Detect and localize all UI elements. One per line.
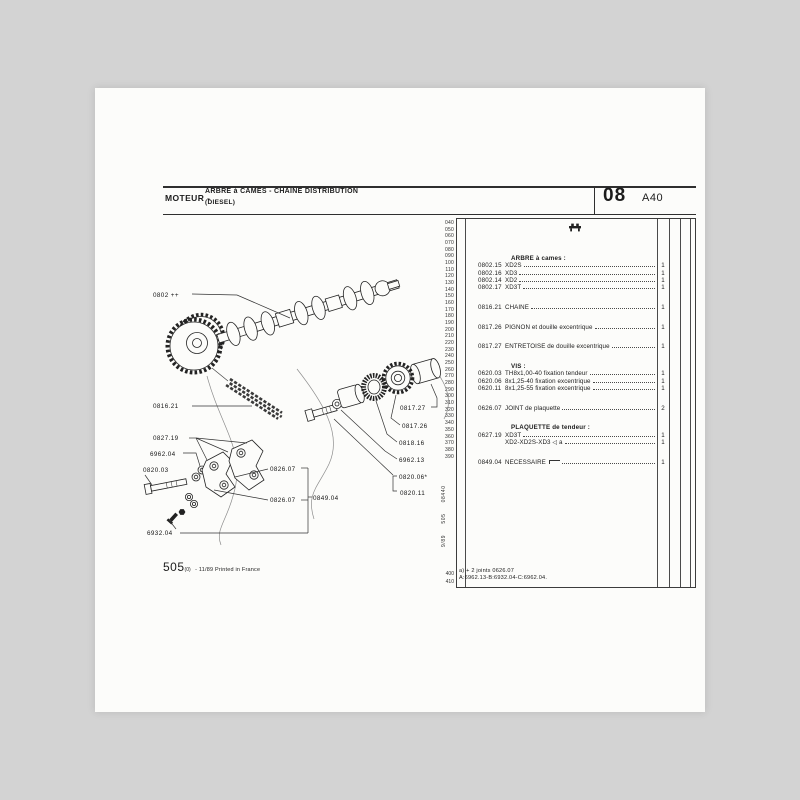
index-number: 170 — [445, 306, 454, 313]
qty-cell: 1 — [661, 269, 665, 277]
section-header-label: PLAQUETTE de tendeur : — [511, 424, 590, 432]
timing-chain — [212, 368, 284, 420]
dot-leader — [590, 374, 655, 375]
qty-cell: 1 — [661, 377, 665, 385]
table-footnotes — [459, 568, 547, 582]
ref-cell: 0849.04 — [478, 458, 502, 466]
table-row — [457, 439, 695, 446]
model-number: 505 — [163, 560, 185, 574]
index-number: 040 — [445, 220, 454, 226]
table-group — [457, 459, 695, 466]
desc-cell: 8x1,25-55 fixation excentrique — [505, 384, 591, 392]
index-number: 230 — [445, 346, 454, 353]
diagram-label-0817-26: 0817.26 — [402, 423, 428, 430]
index-number: 190 — [445, 320, 454, 327]
chain-sprocket — [384, 364, 413, 393]
diagram-label-0820-06: 0820.06* — [399, 474, 428, 481]
ref-cell: 0817.27 — [478, 343, 502, 351]
desc-cell: 8x1,25-40 fixation excentrique — [505, 377, 591, 385]
ref-cell: 0802.16 — [478, 269, 502, 277]
section-header-row — [457, 255, 695, 262]
desc-cell: NECESSAIRE — [505, 458, 546, 466]
index-number: 210 — [445, 333, 454, 340]
qty-cell: 1 — [661, 370, 665, 378]
index-number: 100 — [445, 260, 454, 267]
index-number: 280 — [445, 380, 454, 387]
desc-cell: XD3T — [505, 284, 522, 291]
ref-cell: 0816.21 — [478, 303, 502, 311]
table-row — [457, 385, 695, 392]
desc-cell: XD2-XD2S-XD3 ◁ a — [505, 438, 563, 446]
index-number: 130 — [445, 280, 454, 287]
qty-cell: 1 — [661, 284, 665, 291]
section-header-row — [457, 363, 695, 370]
dot-leader — [593, 389, 655, 390]
qty-cell: 1 — [661, 431, 665, 439]
table-row — [457, 378, 695, 385]
small-bolt — [167, 512, 180, 525]
index-number: 340 — [445, 420, 454, 427]
dot-leader — [524, 266, 655, 267]
tensioner-plate-2 — [229, 440, 264, 490]
footnote-line: A:6962.13-B:6932.04-C:6962.04. — [459, 575, 548, 581]
index-number: 300 — [445, 393, 454, 400]
dot-leader — [595, 328, 655, 329]
index-number: 060 — [445, 233, 454, 240]
qty-cell: 1 — [661, 262, 665, 270]
qty-cell: 1 — [661, 343, 665, 351]
dot-leader — [531, 308, 655, 309]
index-number: 380 — [445, 446, 454, 453]
diagram-label-6932-04: 6932.04 — [147, 530, 173, 537]
table-row — [457, 343, 695, 350]
ref-cell: 0620.03 — [478, 370, 502, 378]
index-number: 110 — [445, 266, 454, 273]
index-number: 390 — [445, 453, 454, 460]
header-divider — [594, 186, 595, 215]
diagram-label-0816-21: 0816.21 — [153, 403, 179, 410]
header-bottom-rule — [163, 214, 696, 215]
table-group — [457, 405, 695, 412]
table-group — [457, 343, 695, 350]
parts-table — [456, 218, 696, 588]
section-label: MOTEUR - — [165, 193, 211, 203]
ref-cell: 0817.26 — [478, 323, 502, 331]
dot-leader — [562, 409, 655, 410]
dot-leader — [519, 274, 655, 275]
table-group — [457, 424, 695, 446]
parts-rows — [457, 219, 695, 478]
qty-cell: 2 — [661, 404, 665, 412]
qty-cell: 1 — [661, 276, 665, 284]
index-number: 240 — [445, 353, 454, 360]
index-number: 140 — [445, 286, 454, 293]
margin-reference-text: 9/89 505 08440 — [441, 485, 447, 547]
index-number: 360 — [445, 433, 454, 440]
table-row — [457, 304, 695, 311]
table-row — [457, 284, 695, 291]
chapter-number: 08 — [603, 185, 627, 206]
nut — [179, 509, 186, 515]
plate-code: A40 — [642, 192, 664, 204]
diagram-label-0826-07b: 0826.07 — [270, 497, 296, 504]
qty-cell: 1 — [661, 323, 665, 331]
dot-leader — [562, 463, 655, 464]
catalog-page — [95, 88, 705, 712]
table-row — [457, 277, 695, 284]
table-row — [457, 405, 695, 412]
table-group — [457, 304, 695, 311]
eccentric-ring — [364, 376, 385, 399]
qty-cell: 1 — [661, 303, 665, 311]
ref-cell: 0620.11 — [478, 384, 502, 392]
qty-cell: 1 — [661, 458, 665, 466]
desc-cell: XD3T — [505, 431, 522, 439]
desc-cell: JOINT de plaquette — [505, 404, 561, 412]
dot-leader — [523, 288, 655, 289]
diagram-label-0817-27: 0817.27 — [400, 405, 426, 412]
index-number: 410 — [445, 579, 454, 585]
ref-cell: 0802.15 — [478, 262, 502, 270]
desc-cell: ENTRETOISE de douille excentrique — [505, 343, 610, 351]
index-number: 260 — [445, 366, 454, 373]
index-number: 070 — [445, 240, 454, 247]
table-row — [457, 262, 695, 269]
desc-cell: TH8x1,00-40 fixation tendeur — [505, 370, 588, 378]
desc-cell: CHAINE — [505, 303, 529, 311]
section-header-row — [457, 424, 695, 431]
model-index: (0) — [184, 567, 191, 573]
diagram-label-0820-11: 0820.11 — [400, 490, 426, 497]
dot-leader — [565, 443, 655, 444]
page-subtitle: (DIESEL) — [205, 199, 236, 206]
index-number: 120 — [445, 273, 454, 280]
ref-cell: 0620.06 — [478, 377, 502, 385]
diagram-label-0818-16: 0818.16 — [399, 440, 425, 447]
diagram-label-0827-19: 0827.19 — [153, 435, 179, 442]
index-number: 080 — [445, 246, 454, 253]
index-number: 250 — [445, 360, 454, 367]
dot-leader — [519, 281, 655, 282]
diagram-label-0826-07a: 0826.07 — [270, 466, 296, 473]
table-group — [457, 363, 695, 392]
footnote-line: a) + 2 joints 0626.07 — [459, 568, 515, 574]
spacer-bushing — [409, 357, 443, 384]
table-row — [457, 459, 695, 466]
dot-leader — [593, 382, 655, 383]
diagram-label-0802: 0802 ++ — [153, 292, 179, 299]
ref-cell: 0802.17 — [478, 284, 502, 291]
exploded-diagram — [105, 270, 465, 565]
desc-cell: XD2S — [505, 262, 522, 270]
desc-cell: PIGNON et douille excentrique — [505, 323, 593, 331]
diagram-label-6962-13: 6962.13 — [399, 457, 425, 464]
index-number: 150 — [445, 293, 454, 300]
table-group — [457, 255, 695, 291]
index-number: 090 — [445, 253, 454, 260]
dot-leader — [523, 436, 655, 437]
index-number: 270 — [445, 373, 454, 380]
ref-cell: 0627.19 — [478, 431, 502, 439]
index-number: 310 — [445, 400, 454, 407]
section-header-label: VIS : — [511, 363, 526, 370]
dot-leader — [612, 347, 655, 348]
table-row — [457, 432, 695, 439]
desc-cell: XD2 — [505, 276, 518, 284]
page-title: ARBRE à CAMES - CHAINE DISTRIBUTION — [205, 188, 359, 195]
diagram-label-0849-04: 0849.04 — [313, 495, 339, 502]
index-number: 370 — [445, 440, 454, 447]
kit-bracket-icon — [549, 460, 560, 464]
diagram-label-6962-04: 6962.04 — [150, 451, 176, 458]
ref-cell: 0626.07 — [478, 404, 502, 412]
index-number: 290 — [445, 386, 454, 393]
index-number: 160 — [445, 300, 454, 307]
print-info: - 11/89 Printed in France — [195, 567, 261, 573]
page-footer — [163, 558, 260, 576]
index-number: 400 — [445, 571, 454, 577]
index-number: 350 — [445, 426, 454, 433]
index-number: 050 — [445, 226, 454, 233]
index-number: 180 — [445, 313, 454, 320]
tensioner-bolt — [144, 477, 187, 495]
desc-cell: XD3 — [505, 269, 518, 277]
qty-cell: 1 — [661, 384, 665, 392]
index-number: 330 — [445, 413, 454, 420]
table-row — [457, 270, 695, 277]
table-row — [457, 324, 695, 331]
ref-cell: 0802.14 — [478, 276, 502, 284]
index-number: 220 — [445, 340, 454, 347]
table-group — [457, 324, 695, 331]
section-header-label: ARBRE à cames : — [511, 255, 566, 262]
index-column-bottom — [440, 570, 454, 586]
camshaft — [168, 272, 403, 373]
diagram-label-0820-03: 0820.03 — [143, 467, 169, 474]
index-number: 320 — [445, 406, 454, 413]
table-row — [457, 370, 695, 377]
qty-cell: 1 — [661, 438, 665, 446]
index-number: 200 — [445, 326, 454, 333]
